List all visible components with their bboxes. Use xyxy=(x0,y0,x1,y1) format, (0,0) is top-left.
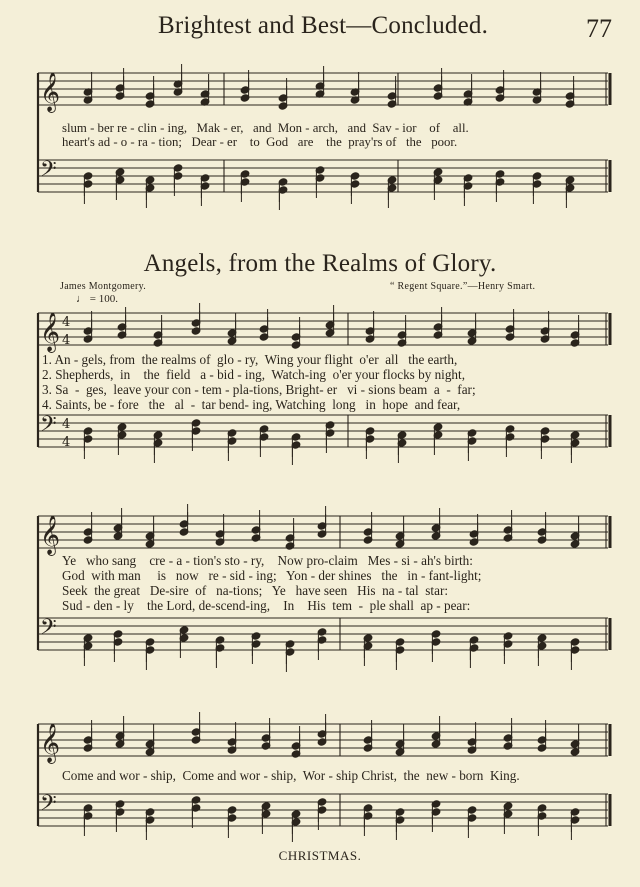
page-number: 77 xyxy=(586,14,612,43)
system-2-treble-clef-icon: 𝄞 xyxy=(40,515,61,555)
refrain-lyric: Come and wor - ship, Come and wor - ship, Wor - ship Christ, the new - born King. xyxy=(62,768,520,783)
previous-hymn-lyric-line-1: slum - ber re - clin - ing, Mak - er, and Mon - arch, and Sav - ior of all. xyxy=(62,121,469,135)
system-1-bass-clef-icon: 𝄢 xyxy=(40,412,57,442)
previous-hymn-lyric-line-2: heart's ad - o - ra - tion; Dear - er to God are the pray'rs of the poor. xyxy=(62,135,458,149)
system-2-bass-clef-icon: 𝄢 xyxy=(40,615,57,645)
time-signature-bottom: 4 xyxy=(62,435,71,450)
verse-4-lyric-system-2: Sud - den - ly the Lord, de-scend-ing, In His tem - ple shall ap - pear: xyxy=(62,598,471,613)
running-title: Brightest and Best—Concluded. xyxy=(158,12,489,39)
tempo-marking: ♩ = 100. xyxy=(76,293,118,305)
verse-1-lyric-system-2: Ye who sang cre - a - tion's sto - ry, Now pro-claim Mes - si - ah's birth: xyxy=(62,553,473,568)
verse-3-lyric-system-2: Seek the great De-sire of na-tions; Ye have seen His na - tal star: xyxy=(62,583,448,598)
system-1-treble-clef-icon: 𝄞 xyxy=(40,312,61,352)
verse-2-lyric-system-2: God with man is now re - sid - ing; Yon - der shines the in - fant-light; xyxy=(62,568,482,583)
verse-3-lyric-system-1: 3. Sa - ges, leave your con - tem - pla-tions, Bright- er vi - sions beam a - far; xyxy=(42,382,476,397)
tune-credit: “ Regent Square.”—Henry Smart. xyxy=(390,281,536,292)
system-0-treble-clef-icon: 𝄞 xyxy=(40,72,61,112)
time-signature-top: 4 xyxy=(62,417,71,432)
hymn-title: Angels, from the Realms of Glory. xyxy=(143,250,497,277)
author-credit: James Montgomery. xyxy=(60,281,147,292)
verse-2-lyric-system-1: 2. Shepherds, in the field a - bid - ing, Watch-ing o'er your flocks by night, xyxy=(42,367,465,382)
verse-1-lyric-system-1: 1. An - gels, from the realms of glo - ry, Wing your flight o'er all the earth, xyxy=(42,352,458,367)
system-0-bass-clef-icon: 𝄢 xyxy=(40,157,57,187)
time-signature-top: 4 xyxy=(62,315,71,330)
footer-label: CHRISTMAS. xyxy=(278,848,362,863)
time-signature-bottom: 4 xyxy=(62,333,71,348)
system-3-bass-clef-icon: 𝄢 xyxy=(40,791,57,821)
system-3-treble-clef-icon: 𝄞 xyxy=(40,723,61,763)
verse-4-lyric-system-1: 4. Saints, be - fore the al - tar bend- ing, Watching long in hope and fear, xyxy=(42,397,461,412)
